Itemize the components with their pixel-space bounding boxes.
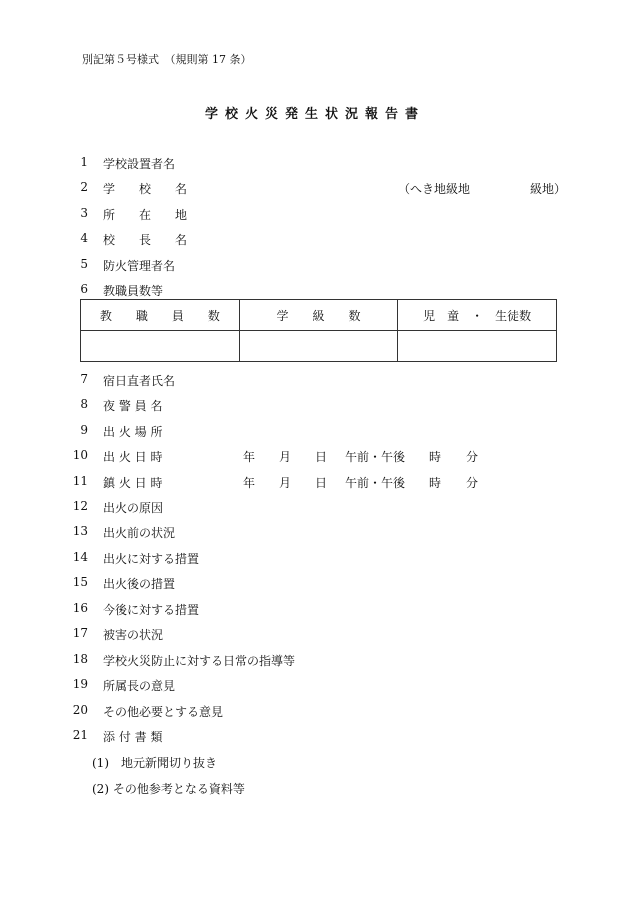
item-number: 14 — [72, 550, 88, 564]
day-label: 日 — [315, 476, 328, 490]
ampm-label: 午前・午後 — [345, 476, 406, 490]
item-label-night-guard: 夜 警 員 名 — [103, 399, 163, 413]
item-number: 12 — [72, 499, 88, 513]
item-label-fire-start-time: 出 火 日 時 — [103, 450, 163, 464]
item-number: 16 — [72, 601, 88, 615]
item-number: 9 — [80, 423, 88, 437]
item-label-other-opinion: その他必要とする意見 — [103, 705, 224, 719]
item-label-supervisor-opinion: 所属長の意見 — [103, 679, 176, 693]
month-label: 月 — [279, 476, 292, 490]
item-number: 5 — [80, 257, 88, 271]
item-number: 13 — [72, 524, 88, 538]
hour-label: 時 — [429, 476, 442, 490]
item-label-attachments: 添 付 書 類 — [103, 730, 163, 744]
item-label-pre-fire-status: 出火前の状況 — [103, 526, 176, 540]
header-student-count: 児 童 ・ 生徒数 — [398, 300, 557, 331]
item-label-address: 所 在 地 — [103, 208, 188, 222]
item-number: 3 — [80, 206, 88, 220]
item-label-fire-cause: 出火の原因 — [103, 501, 164, 515]
item-label-fire-end-time: 鎮 火 日 時 — [103, 476, 163, 490]
month-label: 月 — [279, 450, 292, 464]
minute-label: 分 — [466, 476, 479, 490]
item-label-future-measures: 今後に対する措置 — [103, 603, 200, 617]
item-label-fire-response: 出火に対する措置 — [103, 552, 200, 566]
item-number: 7 — [80, 372, 88, 386]
item-label-staff-count: 教職員数等 — [103, 284, 164, 298]
student-count-cell[interactable] — [398, 331, 557, 362]
item-number: 8 — [80, 397, 88, 411]
item-label-night-duty: 宿日直者氏名 — [103, 374, 176, 388]
form-number-note: 別記第５号様式 （規則第 17 条） — [82, 53, 252, 66]
item-label-school-name: 学 校 名 — [103, 182, 188, 196]
item-number: 19 — [72, 677, 88, 691]
item-number: 2 — [80, 180, 88, 194]
hour-label: 時 — [429, 450, 442, 464]
item-number: 15 — [72, 575, 88, 589]
item-label-school-founder: 学校設置者名 — [103, 157, 176, 171]
item-label-principal: 校 長 名 — [103, 233, 188, 247]
item-number: 11 — [72, 474, 88, 488]
staff-count-cell[interactable] — [81, 331, 240, 362]
header-class-count: 学 級 数 — [239, 300, 398, 331]
item-number: 1 — [80, 155, 88, 169]
header-staff-count: 教 職 員 数 — [81, 300, 240, 331]
minute-label: 分 — [466, 450, 479, 464]
day-label: 日 — [315, 450, 328, 464]
item-number: 17 — [72, 626, 88, 640]
item-number: 20 — [72, 703, 88, 717]
item-label-fire-manager: 防火管理者名 — [103, 259, 176, 273]
attachment-item: (1) 地元新聞切り抜き — [92, 756, 217, 770]
item-label-fire-location: 出 火 場 所 — [103, 425, 163, 439]
item-number: 21 — [72, 728, 88, 742]
item-number: 18 — [72, 652, 88, 666]
item-label-damage-status: 被害の状況 — [103, 628, 164, 642]
ampm-label: 午前・午後 — [345, 450, 406, 464]
staff-count-table — [80, 299, 557, 362]
remote-area-grade: （へき地級地 級地） — [398, 182, 567, 196]
attachment-item: (2) その他参考となる資料等 — [92, 782, 245, 796]
year-label: 年 — [243, 450, 256, 464]
item-label-post-fire-measures: 出火後の措置 — [103, 577, 176, 591]
item-number: 6 — [80, 282, 88, 296]
item-number: 10 — [72, 448, 88, 462]
item-number: 4 — [80, 231, 88, 245]
document-title: 学校火災発生状況報告書 — [204, 107, 425, 122]
year-label: 年 — [243, 476, 256, 490]
class-count-cell[interactable] — [239, 331, 398, 362]
item-label-prevention-guidance: 学校火災防止に対する日常の指導等 — [103, 654, 296, 668]
